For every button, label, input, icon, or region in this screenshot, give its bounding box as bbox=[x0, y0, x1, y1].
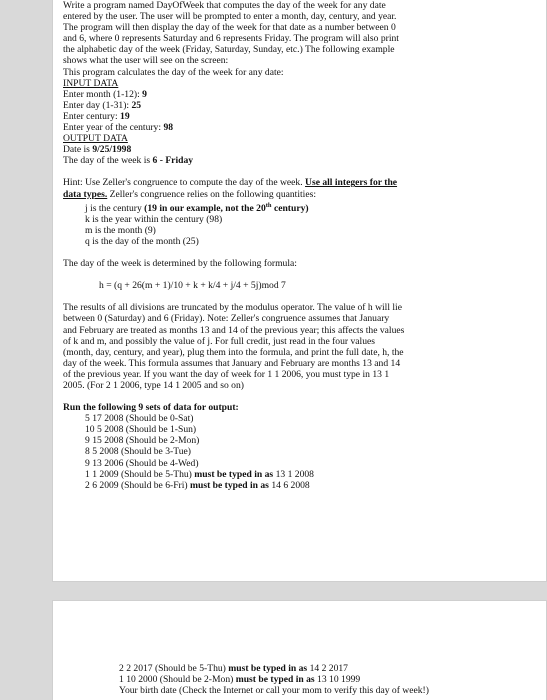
page2-text bbox=[53, 601, 546, 696]
results-line: The results of all divisions are truncated by the modulus operator. The value of h will lie bbox=[63, 302, 402, 314]
prompt-label: Enter century: bbox=[63, 110, 118, 122]
run-emphasis: must be typed in as bbox=[190, 479, 269, 491]
results-line: and February are treated as months 13 and 14 of the previous year; this affects the values bbox=[63, 324, 405, 336]
quantity-note-text: (19 in our example, not the 20 bbox=[144, 202, 266, 214]
intro-line: This program calculates the day of the week for any date: bbox=[63, 66, 284, 78]
run-text: Your birth date (Check the Internet or call your mom to verify this day of week!) bbox=[119, 685, 429, 697]
run-text: 9 15 2008 (Should be 2-Mon) bbox=[85, 435, 200, 447]
intro-paragraph bbox=[63, 0, 538, 78]
output-day-of-week bbox=[63, 155, 538, 166]
hint-text: Zeller's congruence relies on the following quantities: bbox=[109, 188, 316, 200]
list-item bbox=[63, 469, 538, 480]
assignment-text bbox=[53, 0, 546, 491]
results-line: of the previous year. If you want the day of week for 1 1 2006, you must type in 13 1 bbox=[63, 368, 390, 380]
output-data-header: OUTPUT DATA bbox=[63, 133, 128, 145]
prompt-value: 25 bbox=[131, 99, 142, 111]
hint-text: Hint: Use Zeller's congruence to compute the day of the week. bbox=[63, 177, 303, 189]
prompt-value: 9 bbox=[142, 88, 147, 100]
run-title bbox=[63, 402, 538, 413]
run-typed-value: 14 6 2008 bbox=[271, 479, 310, 491]
run-emphasis: must be typed in as bbox=[194, 468, 274, 480]
intro-line: Write a program named DayOfWeek that computes the day of the week for any date bbox=[63, 0, 386, 11]
hint-emphasis: Use all integers for the bbox=[305, 177, 398, 189]
run-text: 1 10 2000 (Should be 2-Mon) bbox=[119, 674, 234, 686]
prompt-year bbox=[63, 122, 538, 133]
quantity-note bbox=[144, 203, 308, 214]
output-value: 9/25/1998 bbox=[92, 144, 132, 156]
run-text: 5 17 2008 (Should be 0-Sat) bbox=[85, 413, 194, 425]
quantity-m: m is the month (9) bbox=[85, 224, 156, 236]
list-item bbox=[63, 435, 538, 446]
run-typed-value: 14 2 2017 bbox=[309, 663, 348, 674]
document-page-2 bbox=[52, 600, 547, 700]
quantity-text: j is the century bbox=[85, 202, 142, 214]
output-date bbox=[63, 144, 538, 155]
ordinal-suffix: th bbox=[265, 201, 272, 209]
prompt-century bbox=[63, 111, 538, 122]
run-text: 9 13 2006 (Should be 4-Wed) bbox=[85, 457, 199, 469]
run-text: 8 5 2008 (Should be 3-Tue) bbox=[85, 446, 191, 458]
results-line: day of the week. This formula assumes that January and February are months 13 and 14 bbox=[63, 357, 401, 369]
hint-line bbox=[63, 177, 538, 188]
quantity-j bbox=[63, 200, 538, 214]
run-text: 10 5 2008 (Should be 1-Sun) bbox=[85, 424, 197, 436]
prompt-day bbox=[63, 100, 538, 111]
hint-emphasis: data types. bbox=[63, 188, 108, 200]
run-text: 1 1 2009 (Should be 5-Thu) bbox=[85, 468, 192, 480]
run-text: 2 6 2009 (Should be 6-Fri) bbox=[85, 479, 188, 491]
intro-line: shows what the user will see on the screen: bbox=[63, 55, 229, 67]
quantity-q: q is the day of the month (25) bbox=[85, 236, 199, 248]
results-paragraph bbox=[63, 302, 538, 391]
prompt-label: Enter month (1-12): bbox=[63, 88, 140, 100]
run-emphasis: must be typed in as bbox=[235, 674, 315, 686]
list-item bbox=[63, 446, 538, 457]
prompt-month bbox=[63, 89, 538, 100]
list-item bbox=[63, 480, 538, 491]
output-label: The day of the week is bbox=[63, 155, 151, 167]
intro-line: the alphabetic day of the week (Friday, Saturday, Sunday, etc.) The following example bbox=[63, 44, 395, 56]
prompt-value: 19 bbox=[120, 110, 130, 122]
zeller-formula: h = (q + 26(m + 1)/10 + k + k/4 + j/4 + 5j)mod 7 bbox=[99, 280, 286, 292]
test-data-list bbox=[63, 413, 538, 491]
run-typed-value: 13 10 1999 bbox=[317, 674, 361, 686]
results-line: between 0 (Saturday) and 6 (Friday). Note: Zeller's congruence assumes that January bbox=[63, 313, 390, 325]
list-item bbox=[119, 663, 538, 674]
prompt-label: Enter year of the century: bbox=[63, 122, 162, 134]
results-line: of k and m, and possibly the value of j. For full credit, just read in the four values bbox=[63, 335, 375, 347]
formula-intro: The day of the week is determined by the following formula: bbox=[63, 258, 297, 270]
intro-line: entered by the user. The user will be prompted to enter a month, day, century, and year. bbox=[63, 11, 397, 23]
run-typed-value: 13 1 2008 bbox=[275, 468, 314, 480]
hint-paragraph bbox=[63, 177, 538, 247]
prompt-value: 98 bbox=[163, 122, 174, 134]
quantity-k: k is the year within the century (98) bbox=[85, 213, 223, 225]
intro-line: and 6, where 0 represents Saturday and 6 represents Friday. The program will also print bbox=[63, 33, 399, 45]
quantity-note-text: century) bbox=[273, 202, 309, 214]
results-line: (month, day, century, and year), plug them into the formula, and print the full date, h, the bbox=[63, 346, 404, 358]
document-page-1 bbox=[52, 0, 547, 582]
run-title-text: Run the following 9 sets of data for output: bbox=[63, 402, 239, 414]
list-item bbox=[119, 685, 538, 696]
intro-line: The program will then display the day of the week for that date as a number between 0 bbox=[63, 22, 396, 34]
results-line: 2005. (For 2 1 2006, type 14 1 2005 and so on) bbox=[63, 380, 244, 391]
prompt-label: Enter day (1-31): bbox=[63, 99, 130, 111]
list-item bbox=[63, 413, 538, 424]
output-label: Date is bbox=[63, 144, 90, 156]
list-item bbox=[119, 674, 538, 685]
hint-line bbox=[63, 189, 538, 200]
list-item bbox=[63, 458, 538, 469]
list-item bbox=[63, 424, 538, 435]
run-emphasis: must be typed in as bbox=[228, 663, 308, 674]
run-text: 2 2 2017 (Should be 5-Thu) bbox=[119, 663, 226, 674]
output-value: 6 - Friday bbox=[152, 155, 194, 167]
input-data-header: INPUT DATA bbox=[63, 77, 119, 89]
